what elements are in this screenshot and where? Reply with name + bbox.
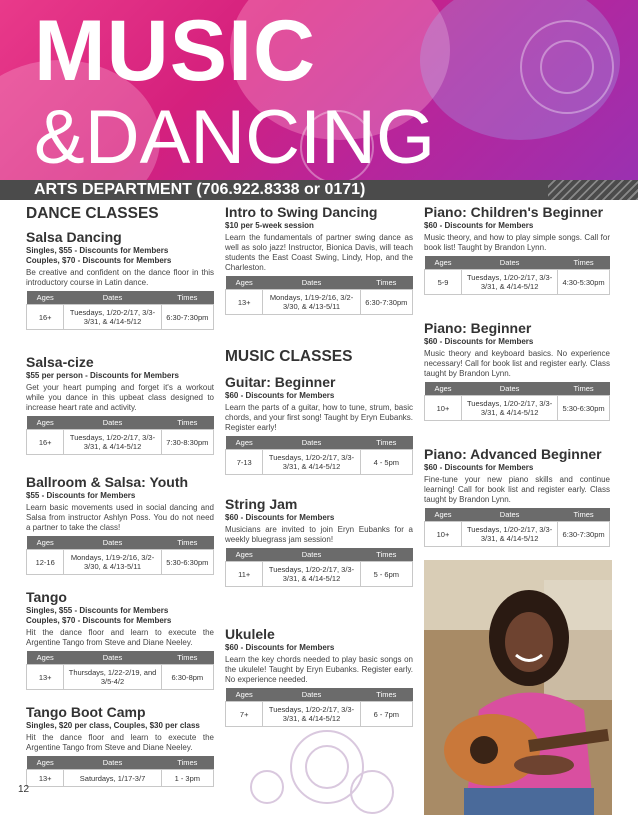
- times-header: Times: [558, 382, 610, 396]
- ages-header: Ages: [226, 276, 263, 290]
- times-cell: 6:30-7:30pm: [558, 522, 610, 547]
- dates-header: Dates: [64, 536, 161, 550]
- guitar-student-illustration: [424, 560, 612, 815]
- dates-header: Dates: [64, 416, 161, 430]
- ages-header: Ages: [27, 291, 64, 305]
- swirl-decoration: [350, 770, 394, 814]
- times-cell: 6:30-7:30pm: [161, 305, 213, 330]
- ages-header: Ages: [425, 256, 462, 270]
- swirl-decoration: [540, 40, 594, 94]
- course-description: Music theory, and how to play simple songs. Call for book list! Taught by Brandon Lynn.: [424, 233, 610, 252]
- ages-cell: 7-13: [226, 450, 263, 475]
- dates-cell: Thursdays, 1/22-2/19, and 3/5-4/2: [64, 665, 161, 690]
- dates-header: Dates: [263, 548, 360, 562]
- course-title: Ukulele: [225, 626, 275, 642]
- times-cell: 5:30-6:30pm: [558, 396, 610, 421]
- ages-header: Ages: [425, 508, 462, 522]
- course-title: Salsa Dancing: [26, 229, 122, 245]
- times-header: Times: [360, 276, 412, 290]
- course-title: Tango: [26, 589, 67, 605]
- course-price: $60 - Discounts for Members: [225, 643, 335, 652]
- course-tango: [26, 589, 214, 690]
- times-cell: 5:30-6:30pm: [161, 550, 213, 575]
- times-cell: 1 - 3pm: [161, 770, 213, 787]
- swirl-decoration: [305, 745, 349, 789]
- course-price: Singles, $55 - Discounts for Members Couples, $70 - Discounts for Members: [26, 606, 172, 625]
- swirl-decoration: [250, 770, 284, 804]
- times-header: Times: [161, 536, 213, 550]
- times-cell: 6 - 7pm: [360, 702, 412, 727]
- course-ballroom-salsa-youth: [26, 474, 214, 575]
- course-price: $55 per person - Discounts for Members: [26, 371, 179, 380]
- ages-header: Ages: [27, 416, 64, 430]
- dates-cell: Tuesdays, 1/20-2/17, 3/3-3/31, & 4/14-5/12: [462, 396, 558, 421]
- department-label: ARTS DEPARTMENT (706.922.8338 or 0171): [34, 181, 366, 198]
- times-header: Times: [558, 508, 610, 522]
- course-description: Music theory and keyboard basics. No experience necessary! Call for book list and register early. Class taught by Brandon Lynn.: [424, 349, 610, 378]
- course-title: Intro to Swing Dancing: [225, 204, 378, 220]
- times-cell: 4:30-5:30pm: [558, 270, 610, 295]
- ages-cell: 10+: [425, 396, 462, 421]
- times-header: Times: [161, 651, 213, 665]
- dates-cell: Mondays, 1/19-2/16, 3/2-3/30, & 4/13-5/11: [263, 290, 360, 315]
- course-description: Learn the parts of a guitar, how to tune, strum, basic chords, and your first song! Taught by Eryn Eubanks. Register early!: [225, 403, 413, 432]
- course-title: Tango Boot Camp: [26, 704, 146, 720]
- course-title: Ballroom & Salsa: Youth: [26, 474, 189, 490]
- ages-cell: 7+: [226, 702, 263, 727]
- ages-header: Ages: [27, 536, 64, 550]
- dates-cell: Tuesdays, 1/20-2/17, 3/3-3/31, & 4/14-5/12: [263, 562, 360, 587]
- course-string-jam: [225, 496, 413, 587]
- schedule-table: [424, 382, 610, 421]
- course-price: $60 - Discounts for Members: [225, 391, 335, 400]
- schedule-table: [26, 291, 214, 330]
- course-description: Get your heart pumping and forget it's a workout while you dance in this upbeat class designed to increase heart rate and activity.: [26, 383, 214, 412]
- schedule-table: [26, 651, 214, 690]
- schedule-table: [225, 276, 413, 315]
- course-price: Singles, $55 - Discounts for Members Couples, $70 - Discounts for Members: [26, 246, 172, 265]
- header-banner: [0, 0, 638, 183]
- ages-cell: 11+: [226, 562, 263, 587]
- course-price: $60 - Discounts for Members: [424, 221, 534, 230]
- course-description: Learn the key chords needed to play basic songs on the ukulele! Taught by Eryn Eubanks. Register early. No experience needed.: [225, 655, 413, 684]
- column-dance-classes: [26, 204, 214, 794]
- course-description: Be creative and confident on the dance floor in this introductory course in Latin dance.: [26, 268, 214, 287]
- times-cell: 7:30-8:30pm: [161, 430, 213, 455]
- course-ukulele: [225, 626, 413, 727]
- schedule-table: [26, 756, 214, 787]
- course-piano-advanced: [424, 446, 610, 547]
- course-piano-beginner: [424, 320, 610, 421]
- page-title-dancing: &DANCING: [34, 95, 436, 180]
- course-title: String Jam: [225, 496, 298, 512]
- dates-header: Dates: [462, 508, 558, 522]
- course-description: Learn the fundamentals of partner swing dance as well as solo jazz! Instructor, Bionica Davis, will teach students the East Coast Swing, Lindy, Hop, and the Charleston.: [225, 233, 413, 272]
- times-header: Times: [161, 756, 213, 770]
- ages-cell: 12-16: [27, 550, 64, 575]
- times-cell: 5 - 6pm: [360, 562, 412, 587]
- times-header: Times: [558, 256, 610, 270]
- dates-header: Dates: [462, 382, 558, 396]
- course-salsa-cize: [26, 354, 214, 455]
- dates-cell: Tuesdays, 1/20-2/17, 3/3-3/31, & 4/14-5/12: [462, 522, 558, 547]
- course-price: $10 per 5-week session: [225, 221, 314, 230]
- course-price: Singles, $20 per class, Couples, $30 per class: [26, 721, 200, 730]
- times-cell: 4 - 5pm: [360, 450, 412, 475]
- course-price: $60 - Discounts for Members: [225, 513, 335, 522]
- ages-header: Ages: [27, 651, 64, 665]
- dates-header: Dates: [263, 688, 360, 702]
- department-bar: [0, 180, 638, 200]
- section-title: DANCE CLASSES: [26, 205, 159, 222]
- schedule-table: [424, 508, 610, 547]
- column-piano: [424, 204, 610, 554]
- course-description: Musicians are invited to join Eryn Eubanks for a weekly bluegrass jam session!: [225, 525, 413, 544]
- times-header: Times: [360, 436, 412, 450]
- dates-cell: Tuesdays, 1/20-2/17, 3/3-3/31, & 4/14-5/12: [263, 702, 360, 727]
- course-salsa-dancing: [26, 229, 214, 330]
- ages-header: Ages: [425, 382, 462, 396]
- ages-cell: 16+: [27, 430, 64, 455]
- ages-cell: 13+: [27, 770, 64, 787]
- dates-header: Dates: [64, 756, 161, 770]
- course-title: Salsa-cize: [26, 354, 94, 370]
- course-guitar-beginner: [225, 374, 413, 475]
- dates-header: Dates: [462, 256, 558, 270]
- dates-cell: Tuesdays, 1/20-2/17, 3/3-3/31, & 4/14-5/12: [64, 430, 161, 455]
- course-tango-boot-camp: [26, 704, 214, 787]
- ages-header: Ages: [226, 688, 263, 702]
- course-price: $60 - Discounts for Members: [424, 463, 534, 472]
- ages-cell: 16+: [27, 305, 64, 330]
- page-number: 12: [18, 784, 30, 795]
- course-price: $60 - Discounts for Members: [424, 337, 534, 346]
- dates-cell: Tuesdays, 1/20-2/17, 3/3-3/31, & 4/14-5/12: [263, 450, 360, 475]
- schedule-table: [225, 548, 413, 587]
- schedule-table: [26, 416, 214, 455]
- page-title-music: MUSIC: [34, 3, 317, 99]
- dates-header: Dates: [64, 651, 161, 665]
- dates-header: Dates: [263, 436, 360, 450]
- stripe-decoration: [548, 180, 638, 200]
- dates-cell: Tuesdays, 1/20-2/17, 3/3-3/31, & 4/14-5/12: [462, 270, 558, 295]
- course-description: Hit the dance floor and learn to execute the Argentine Tango from Steve and Diane Neeley.: [26, 628, 214, 647]
- ages-header: Ages: [226, 548, 263, 562]
- course-piano-children: [424, 204, 610, 295]
- ages-cell: 13+: [226, 290, 263, 315]
- times-header: Times: [161, 291, 213, 305]
- times-header: Times: [161, 416, 213, 430]
- times-header: Times: [360, 548, 412, 562]
- section-title: MUSIC CLASSES: [225, 348, 353, 365]
- times-cell: 6:30-7:30pm: [360, 290, 412, 315]
- ages-cell: 13+: [27, 665, 64, 690]
- ages-header: Ages: [27, 756, 64, 770]
- schedule-table: [225, 688, 413, 727]
- course-title: Piano: Advanced Beginner: [424, 446, 602, 462]
- schedule-table: [26, 536, 214, 575]
- course-title: Piano: Children's Beginner: [424, 204, 604, 220]
- schedule-table: [424, 256, 610, 295]
- dates-cell: Saturdays, 1/17-3/7: [64, 770, 161, 787]
- times-cell: 6:30-8pm: [161, 665, 213, 690]
- course-intro-swing: [225, 204, 413, 315]
- dates-cell: Mondays, 1/19-2/16, 3/2-3/30, & 4/13-5/11: [64, 550, 161, 575]
- schedule-table: [225, 436, 413, 475]
- course-title: Guitar: Beginner: [225, 374, 336, 390]
- course-price: $55 - Discounts for Members: [26, 491, 136, 500]
- dates-header: Dates: [263, 276, 360, 290]
- guitar-student-photo: [424, 560, 612, 815]
- course-description: Fine-tune your new piano skills and continue learning! Call for book list and register early. Class taught by Brandon Lynn.: [424, 475, 610, 504]
- ages-cell: 10+: [425, 522, 462, 547]
- dates-header: Dates: [64, 291, 161, 305]
- course-title: Piano: Beginner: [424, 320, 532, 336]
- ages-header: Ages: [226, 436, 263, 450]
- course-description: Learn basic movements used in social dancing and Salsa from instructor Ashlyn Poss. You do not need a partner to take the class!: [26, 503, 214, 532]
- times-header: Times: [360, 688, 412, 702]
- column-swing-music: [225, 204, 413, 744]
- dates-cell: Tuesdays, 1/20-2/17, 3/3-3/31, & 4/14-5/12: [64, 305, 161, 330]
- course-description: Hit the dance floor and learn to execute the Argentine Tango from Steve and Diane Neeley.: [26, 733, 214, 752]
- ages-cell: 5-9: [425, 270, 462, 295]
